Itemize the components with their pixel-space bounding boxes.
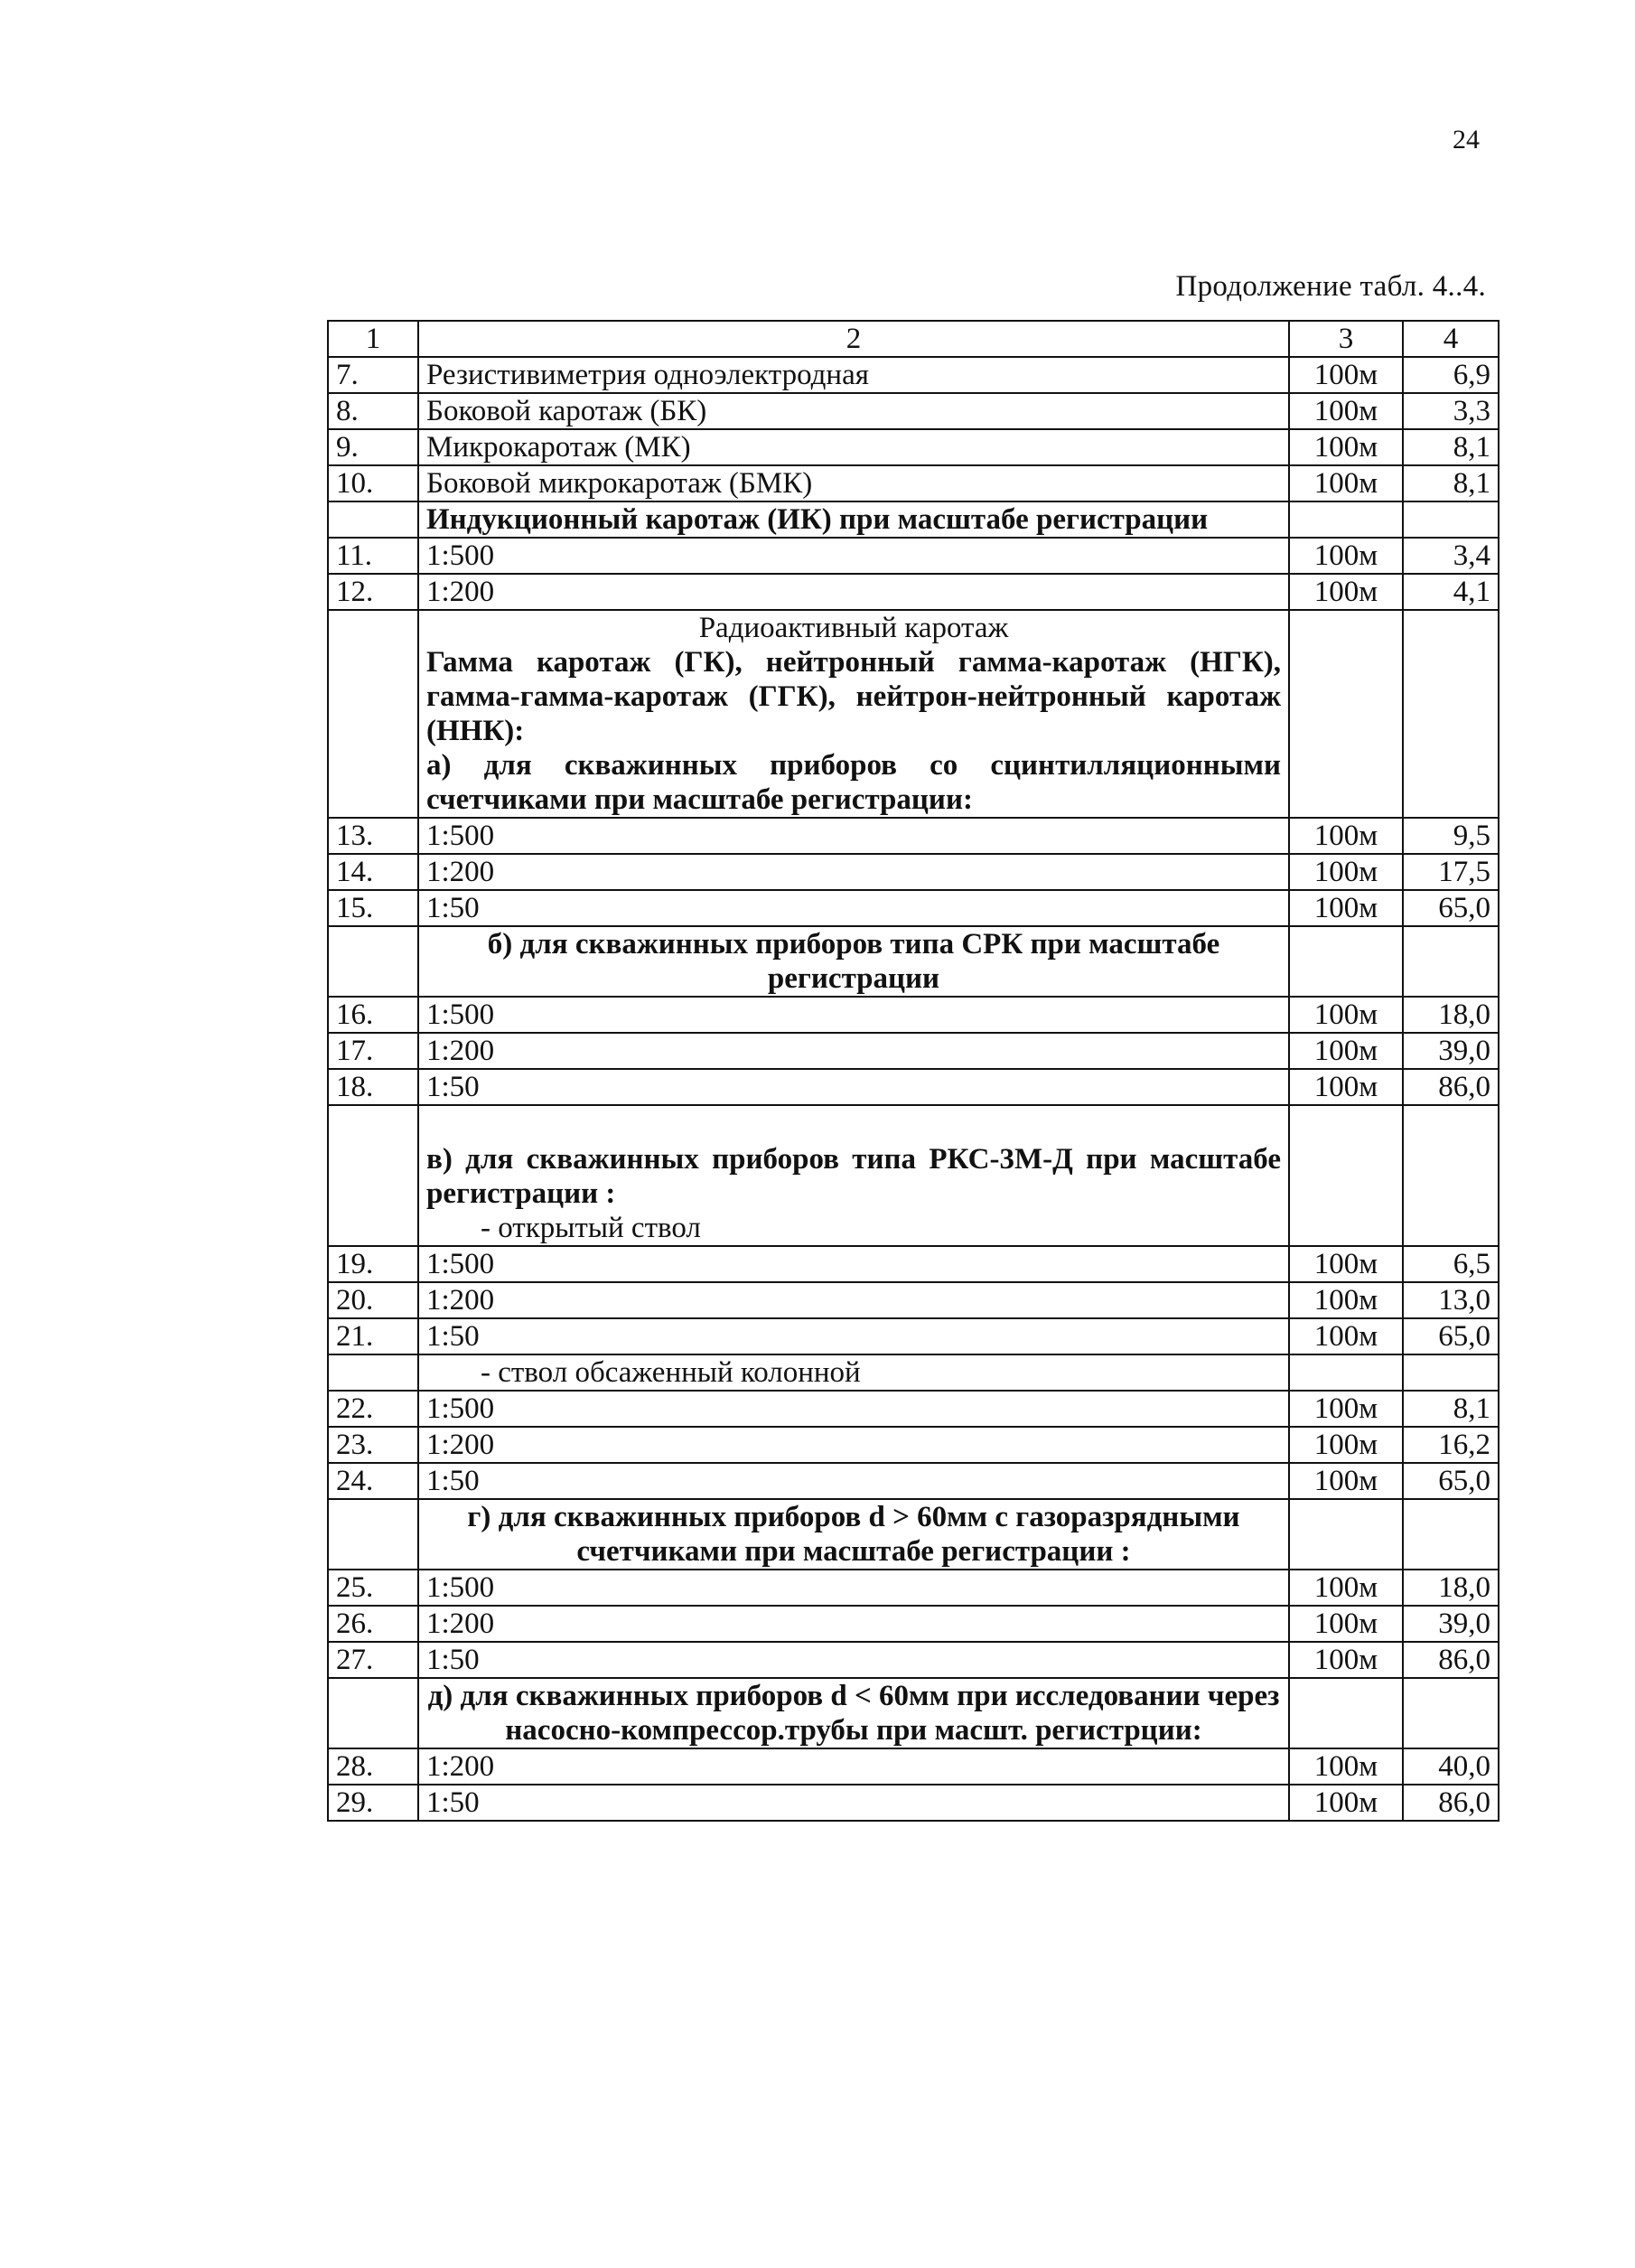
table-row — [328, 538, 1499, 574]
table-row — [328, 1427, 1499, 1463]
empty-cell — [1289, 1678, 1403, 1748]
row-name: Резистивиметрия одноэлектродная — [418, 357, 1289, 393]
section-heading: д) для скважинных приборов d < 60мм при исследовании через насосно-компрессор.трубы при масшт. регистрции: — [418, 1678, 1289, 1748]
row-value: 3,3 — [1403, 393, 1499, 429]
section-subheading: а) для скважинных приборов со сцинтилляционными счетчиками при масштабе регистрации: — [426, 749, 1281, 816]
empty-cell — [1403, 610, 1499, 818]
table-row — [328, 854, 1499, 890]
empty-cell — [1403, 1678, 1499, 1748]
row-number: 17. — [328, 1033, 418, 1069]
row-unit: 100м — [1289, 574, 1403, 610]
row-value: 8,1 — [1403, 465, 1499, 501]
row-number: 18. — [328, 1069, 418, 1105]
row-unit: 100м — [1289, 1427, 1403, 1463]
row-unit: 100м — [1289, 429, 1403, 465]
empty-cell — [1403, 1354, 1499, 1391]
section-row — [328, 1105, 1499, 1246]
row-name: 1:500 — [418, 1391, 1289, 1427]
table-row — [328, 1606, 1499, 1642]
table-row — [328, 1642, 1499, 1678]
row-number: 29. — [328, 1785, 418, 1821]
row-value: 86,0 — [1403, 1785, 1499, 1821]
section-heading: Индукционный каротаж (ИК) при масштабе регистрации — [418, 501, 1289, 538]
header-cell-2: 2 — [418, 321, 1289, 357]
section-subheading — [426, 1211, 1281, 1245]
section-heading: Гамма каротаж (ГК), нейтронный гамма-каротаж (НГК), гамма-гамма-каротаж (ГГК), нейтрон-нейтронный каротаж (ННК): — [426, 646, 1281, 747]
empty-cell — [1403, 926, 1499, 997]
section-subheading-text: - открытый ствол — [481, 1212, 701, 1244]
row-number: 22. — [328, 1391, 418, 1427]
table-row — [328, 1391, 1499, 1427]
row-number: 13. — [328, 818, 418, 854]
blank-line — [426, 1106, 1281, 1142]
row-number: 14. — [328, 854, 418, 890]
empty-cell — [1289, 501, 1403, 538]
empty-cell — [1403, 1499, 1499, 1570]
row-value: 8,1 — [1403, 429, 1499, 465]
row-value: 9,5 — [1403, 818, 1499, 854]
row-number: 16. — [328, 997, 418, 1033]
table-row — [328, 1282, 1499, 1318]
header-row — [328, 321, 1499, 357]
empty-cell — [328, 1678, 418, 1748]
empty-cell — [328, 1105, 418, 1246]
section-block — [418, 1105, 1289, 1246]
table-row — [328, 1570, 1499, 1606]
row-name: 1:200 — [418, 854, 1289, 890]
row-number: 15. — [328, 890, 418, 926]
empty-cell — [1403, 501, 1499, 538]
row-number: 21. — [328, 1318, 418, 1354]
section-row — [328, 1678, 1499, 1748]
row-number: 20. — [328, 1282, 418, 1318]
row-name: 1:500 — [418, 538, 1289, 574]
row-value: 17,5 — [1403, 854, 1499, 890]
table-row — [328, 1748, 1499, 1785]
row-value: 8,1 — [1403, 1391, 1499, 1427]
table-caption: Продолжение табл. 4..4. — [1175, 270, 1486, 303]
section-heading: г) для скважинных приборов d > 60мм с газоразрядными счетчиками при масштабе регистрации : — [418, 1499, 1289, 1570]
row-number: 8. — [328, 393, 418, 429]
row-name: 1:500 — [418, 818, 1289, 854]
table-row — [328, 818, 1499, 854]
row-name: 1:50 — [418, 1069, 1289, 1105]
empty-cell — [328, 1354, 418, 1391]
table-row — [328, 574, 1499, 610]
row-name: 1:200 — [418, 1282, 1289, 1318]
section-heading: б) для скважинных приборов типа СРК при масштабе регистрации — [418, 926, 1289, 997]
table-row — [328, 1463, 1499, 1499]
row-name: Боковой микрокаротаж (БМК) — [418, 465, 1289, 501]
rates-table — [327, 320, 1500, 1822]
row-name: 1:500 — [418, 1246, 1289, 1282]
table-row — [328, 357, 1499, 393]
table-row — [328, 1318, 1499, 1354]
row-value: 40,0 — [1403, 1748, 1499, 1785]
row-value: 6,5 — [1403, 1246, 1499, 1282]
table-row — [328, 997, 1499, 1033]
table-row — [328, 465, 1499, 501]
row-number: 25. — [328, 1570, 418, 1606]
row-value: 3,4 — [1403, 538, 1499, 574]
row-unit: 100м — [1289, 818, 1403, 854]
empty-cell — [1289, 926, 1403, 997]
row-unit: 100м — [1289, 1391, 1403, 1427]
row-number: 12. — [328, 574, 418, 610]
row-name: 1:200 — [418, 1427, 1289, 1463]
row-name: Микрокаротаж (МК) — [418, 429, 1289, 465]
row-unit: 100м — [1289, 357, 1403, 393]
row-value: 86,0 — [1403, 1642, 1499, 1678]
table-row — [328, 1069, 1499, 1105]
empty-cell — [328, 926, 418, 997]
empty-cell — [328, 1499, 418, 1570]
row-unit: 100м — [1289, 393, 1403, 429]
row-value: 65,0 — [1403, 1318, 1499, 1354]
row-name: 1:50 — [418, 1318, 1289, 1354]
empty-cell — [1289, 1354, 1403, 1391]
row-unit: 100м — [1289, 890, 1403, 926]
empty-cell — [1403, 1105, 1499, 1246]
row-unit: 100м — [1289, 1606, 1403, 1642]
section-heading: в) для скважинных приборов типа РКС-3М-Д при масштабе регистрации : — [426, 1143, 1281, 1210]
row-number: 10. — [328, 465, 418, 501]
empty-cell — [1289, 610, 1403, 818]
section-block — [418, 610, 1289, 818]
row-name: 1:500 — [418, 997, 1289, 1033]
row-unit: 100м — [1289, 997, 1403, 1033]
row-unit: 100м — [1289, 1748, 1403, 1785]
table-row — [328, 890, 1499, 926]
row-number: 7. — [328, 357, 418, 393]
row-value: 86,0 — [1403, 1069, 1499, 1105]
section-row — [328, 501, 1499, 538]
header-cell-1: 1 — [328, 321, 418, 357]
row-unit: 100м — [1289, 465, 1403, 501]
row-unit: 100м — [1289, 1570, 1403, 1606]
row-number: 11. — [328, 538, 418, 574]
section-row — [328, 1354, 1499, 1391]
row-unit: 100м — [1289, 1642, 1403, 1678]
row-value: 13,0 — [1403, 1282, 1499, 1318]
row-value: 4,1 — [1403, 574, 1499, 610]
row-value: 39,0 — [1403, 1606, 1499, 1642]
section-heading — [418, 1354, 1289, 1391]
row-number: 26. — [328, 1606, 418, 1642]
row-number: 23. — [328, 1427, 418, 1463]
row-unit: 100м — [1289, 1069, 1403, 1105]
row-number: 28. — [328, 1748, 418, 1785]
row-name: 1:200 — [418, 1033, 1289, 1069]
row-value: 39,0 — [1403, 1033, 1499, 1069]
row-name: 1:200 — [418, 1606, 1289, 1642]
row-name: 1:50 — [418, 1642, 1289, 1678]
section-row — [328, 1499, 1499, 1570]
section-row — [328, 610, 1499, 818]
row-unit: 100м — [1289, 538, 1403, 574]
table-row — [328, 393, 1499, 429]
table-row — [328, 429, 1499, 465]
header-cell-4: 4 — [1403, 321, 1499, 357]
row-name: 1:200 — [418, 1748, 1289, 1785]
row-unit: 100м — [1289, 1246, 1403, 1282]
row-number: 27. — [328, 1642, 418, 1678]
empty-cell — [328, 610, 418, 818]
row-unit: 100м — [1289, 1318, 1403, 1354]
section-title: Радиоактивный каротаж — [698, 612, 1009, 644]
row-name: 1:50 — [418, 890, 1289, 926]
row-value: 18,0 — [1403, 1570, 1499, 1606]
empty-cell — [328, 501, 418, 538]
table-row — [328, 1246, 1499, 1282]
row-name: Боковой каротаж (БК) — [418, 393, 1289, 429]
row-unit: 100м — [1289, 1282, 1403, 1318]
row-number: 19. — [328, 1246, 418, 1282]
table-row — [328, 1785, 1499, 1821]
row-unit: 100м — [1289, 1033, 1403, 1069]
row-value: 65,0 — [1403, 890, 1499, 926]
section-row — [328, 926, 1499, 997]
row-value: 6,9 — [1403, 357, 1499, 393]
row-number: 24. — [328, 1463, 418, 1499]
section-heading-text: - ствол обсаженный колонной — [481, 1356, 861, 1389]
row-unit: 100м — [1289, 854, 1403, 890]
empty-cell — [1289, 1105, 1403, 1246]
header-cell-3: 3 — [1289, 321, 1403, 357]
row-name: 1:200 — [418, 574, 1289, 610]
row-value: 18,0 — [1403, 997, 1499, 1033]
row-value: 65,0 — [1403, 1463, 1499, 1499]
row-unit: 100м — [1289, 1463, 1403, 1499]
empty-cell — [1289, 1499, 1403, 1570]
row-number: 9. — [328, 429, 418, 465]
row-value: 16,2 — [1403, 1427, 1499, 1463]
row-unit: 100м — [1289, 1785, 1403, 1821]
table-row — [328, 1033, 1499, 1069]
row-name: 1:500 — [418, 1570, 1289, 1606]
row-name: 1:50 — [418, 1785, 1289, 1821]
page-number: 24 — [1453, 125, 1480, 155]
row-name: 1:50 — [418, 1463, 1289, 1499]
